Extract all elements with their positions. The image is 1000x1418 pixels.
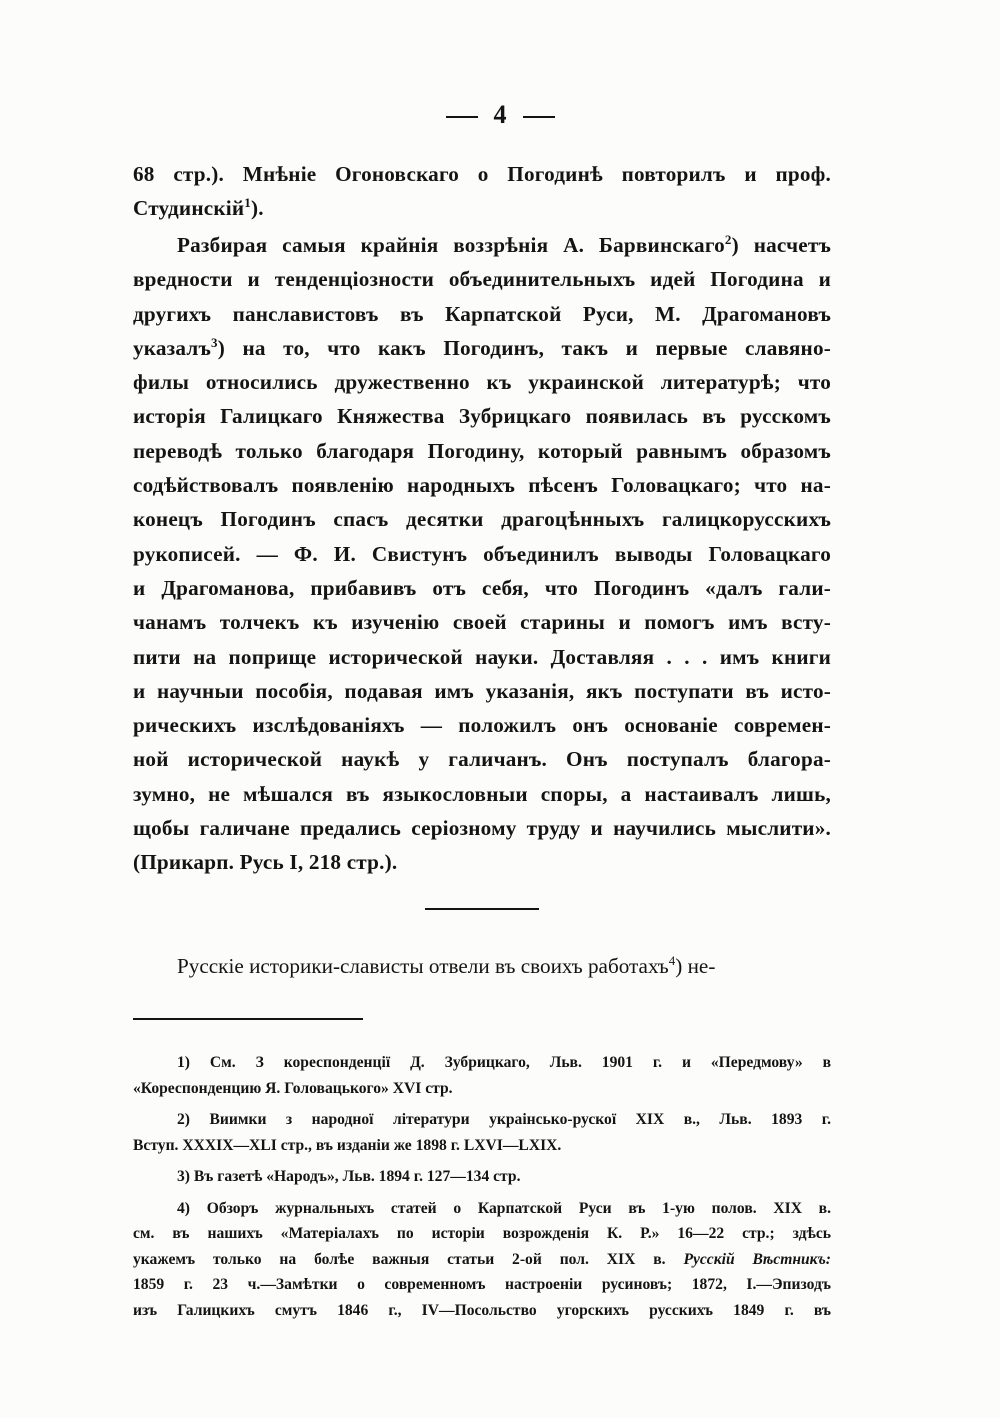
- text-line: переводѣ только благодаря Погодину, который равнымъ образомъ: [133, 438, 831, 463]
- footnote-line: Вступ. XXXIX—XLI стр., въ изданіи же 1898 г. LXVI—LXIX.: [133, 1136, 562, 1154]
- footnote-line: 4) Обзоръ журнальныхъ статей о Карпатской Руси въ 1-ую полов. XIX в.: [177, 1199, 831, 1217]
- footnote-line: изъ Галицкихъ смутъ 1846 г., IV—Посольство угорскихъ русскихъ 1849 г. въ: [133, 1301, 831, 1319]
- footnote-line: 1) См. З кореспонденції Д. Зубрицкаго, Льв. 1901 г. и «Передмову» в: [177, 1054, 831, 1071]
- footnote-line: «Кореспонденцию Я. Головацького» XVI стр.: [133, 1079, 453, 1097]
- text-line: и научныи пособія, подавая имъ указанія, якъ поступати въ исто-: [133, 678, 831, 703]
- footnotes: [133, 1050, 831, 1329]
- footnote-line: укажемъ только на болѣе важныя статьи 2-ой пол. XIX в. Русскій Вѣстникъ:: [133, 1250, 831, 1268]
- footnote-line: 2) Виимки з народної літератури украінсько-рускої XIX в., Льв. 1893 г.: [177, 1111, 831, 1128]
- header-dash-right: [523, 116, 555, 118]
- footnote-line: 3) Въ газетѣ «Народъ», Льв. 1894 г. 127—134 стр.: [177, 1168, 521, 1185]
- text-line: Студинскій$^1$).: [133, 195, 264, 221]
- text-line: ной исторической наукѣ у галичанъ. Онъ поступалъ благора-: [133, 747, 831, 772]
- footnote-3: [133, 1164, 831, 1190]
- footnote-1: [133, 1050, 831, 1101]
- new-paragraph: [133, 949, 831, 983]
- footnote-4: [133, 1196, 831, 1324]
- text-line: Разбирая самыя крайнія воззрѣнія А. Барвинскаго$^2$) насчетъ: [177, 231, 832, 257]
- text-line: щобы галичане предались серіозному труду и научились мыслити».: [133, 816, 831, 841]
- footnote-ref[interactable]: 4: [668, 952, 676, 968]
- text-line: рукописей. — Ф. И. Свистунъ объединилъ выводы Головацкаго: [133, 541, 831, 566]
- text-line: чанамъ толчекъ къ изученію своей старины и помогъ имъ всту-: [133, 610, 831, 635]
- text-line: 68 стр.). Мнѣніе Огоновскаго о Погодинѣ повторилъ и проф.: [133, 162, 831, 186]
- text-line: указалъ$^3$) на то, что какъ Погодинъ, такъ и первые славяно-: [133, 334, 831, 360]
- journal-title: Русскій Вѣстникъ:: [683, 1250, 831, 1268]
- main-paragraph: [133, 228, 831, 880]
- footnote-ref[interactable]: 3: [211, 334, 218, 350]
- text-line: пити на поприще исторической науки. Доставляя . . . имъ книги: [133, 644, 831, 669]
- text-line: Русскіе историки-слависты отвели въ своихъ работахъ$^4$) не-: [177, 952, 716, 978]
- text-line: рическихъ изслѣдованіяхъ — положилъ онъ основаніе современ-: [133, 713, 831, 738]
- footnote-line: 1859 г. 23 ч.—Замѣтки о современномъ настроеніи русиновъ; 1872, I.—Эпизодъ: [133, 1276, 831, 1293]
- text-line: исторія Галицкаго Княжества Зубрицкаго появилась въ русскомъ: [133, 404, 831, 429]
- page-header: [0, 100, 1000, 130]
- header-dash-left: [446, 116, 478, 118]
- text-line: другихъ панславистовъ въ Карпатской Руси, М. Драгомановъ: [133, 301, 831, 326]
- text-line: и Драгоманова, прибавивъ отъ себя, что Погодинъ «далъ гали-: [133, 575, 831, 600]
- footnote-ref[interactable]: 1: [244, 195, 251, 211]
- footnote-2: [133, 1107, 831, 1158]
- text-line: конецъ Погодинъ спасъ десятки драгоцѣнныхъ галицкорусскихъ: [133, 507, 831, 532]
- text-line: зумно, не мѣшался въ языкословныи споры, а настаивалъ лишь,: [133, 781, 831, 806]
- footnote-ref[interactable]: 2: [724, 231, 732, 247]
- text-line: (Прикарп. Русь I, 218 стр.).: [133, 850, 398, 875]
- page-number: 4: [493, 100, 507, 129]
- text-line: вредности и тенденціозности объединительныхъ идей Погодина и: [133, 267, 831, 292]
- footnote-separator: [133, 1018, 363, 1020]
- text-line: содѣйствовалъ появленію народныхъ пѣсенъ Головацкаго; что на-: [133, 473, 831, 498]
- continued-paragraph: [133, 157, 831, 226]
- section-divider: [425, 908, 539, 910]
- text-line: филы относились дружественно къ украинской литературѣ; что: [133, 370, 831, 395]
- footnote-line: см. въ нашихъ «Матеріалахъ по исторіи возрожденія К. Р.» 16—22 стр.; здѣсь: [133, 1225, 831, 1242]
